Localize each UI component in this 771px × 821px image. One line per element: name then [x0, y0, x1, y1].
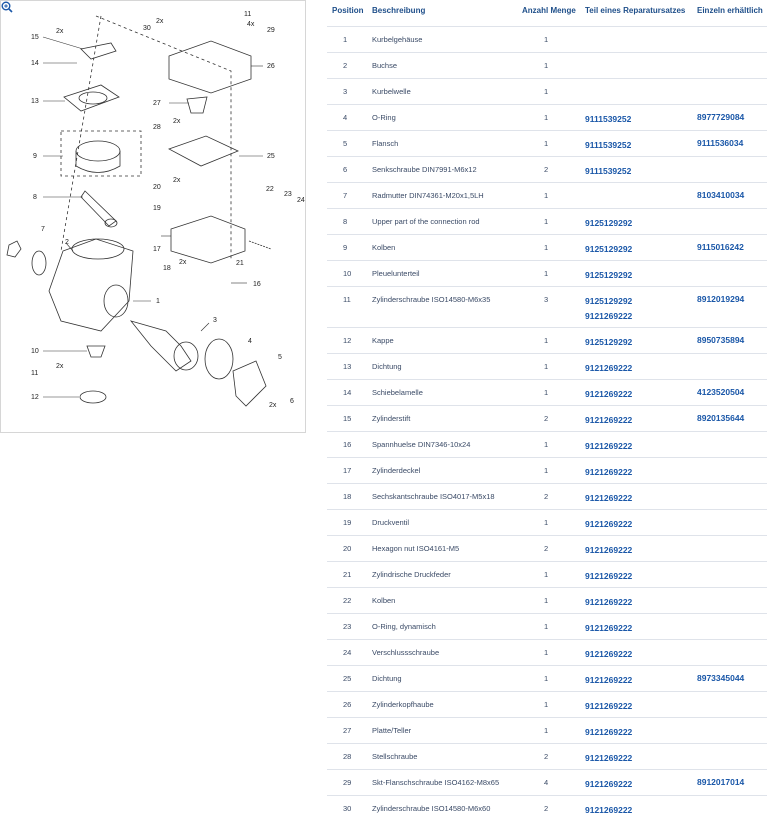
- cell-description: Buchse: [372, 53, 522, 79]
- cell-repair-kit: [585, 105, 697, 131]
- cell-repair-kit: [585, 588, 697, 614]
- repair-kit-link[interactable]: 9121269222: [585, 595, 697, 610]
- callout-8: 8: [33, 194, 37, 202]
- cell-quantity: 1: [522, 380, 585, 406]
- table-row: [327, 406, 767, 432]
- callout-12: 12: [31, 394, 39, 402]
- cell-position: 15: [327, 406, 372, 432]
- cell-quantity: 1: [522, 79, 585, 105]
- table-row: [327, 718, 767, 744]
- callout-21: 21: [236, 260, 244, 268]
- cell-single: [697, 432, 767, 458]
- cell-quantity: 4: [522, 770, 585, 796]
- callout-1: 1: [156, 298, 160, 306]
- callout-15: 15: [31, 34, 39, 42]
- table-row: [327, 354, 767, 380]
- cell-position: 6: [327, 157, 372, 183]
- cell-quantity: 2: [522, 406, 585, 432]
- cell-single: [697, 718, 767, 744]
- cell-single: [697, 536, 767, 562]
- cell-description: Kurbelwelle: [372, 79, 522, 105]
- cell-position: 26: [327, 692, 372, 718]
- repair-kit-link[interactable]: 9121269222: [585, 413, 697, 428]
- callout-3: 3: [213, 317, 217, 325]
- cell-repair-kit: [585, 354, 697, 380]
- cell-single: [697, 640, 767, 666]
- cell-description: Zylinderstift: [372, 406, 522, 432]
- cell-position: 17: [327, 458, 372, 484]
- cell-quantity: 1: [522, 27, 585, 53]
- table-row: [327, 562, 767, 588]
- cell-description: Kurbelgehäuse: [372, 27, 522, 53]
- cell-quantity: 2: [522, 536, 585, 562]
- cell-position: 1: [327, 27, 372, 53]
- cell-repair-kit: [585, 131, 697, 157]
- cell-description: Verschlussschraube: [372, 640, 522, 666]
- cell-single[interactable]: 8920135644: [697, 406, 767, 432]
- cell-single[interactable]: 4123520504: [697, 380, 767, 406]
- cell-description: Druckventil: [372, 510, 522, 536]
- cell-single: [697, 614, 767, 640]
- cell-description: Upper part of the connection rod: [372, 209, 522, 235]
- cell-description: Radmutter DIN74361-M20x1,5LH: [372, 183, 522, 209]
- cell-single[interactable]: 8977729084: [697, 105, 767, 131]
- cell-quantity: 3: [522, 287, 585, 328]
- cell-single: [697, 796, 767, 821]
- cell-single: [697, 79, 767, 105]
- cell-quantity: 1: [522, 510, 585, 536]
- exploded-view-diagram[interactable]: [0, 0, 306, 433]
- header-qty: Anzahl Menge: [522, 0, 585, 27]
- cell-repair-kit: [585, 328, 697, 354]
- cell-quantity: 1: [522, 105, 585, 131]
- repair-kit-link[interactable]: 9111539252: [585, 112, 697, 127]
- table-row: [327, 588, 767, 614]
- cell-position: 2: [327, 53, 372, 79]
- cell-description: Zylinderdeckel: [372, 458, 522, 484]
- cell-repair-kit: [585, 261, 697, 287]
- cell-description: Senkschraube DIN7991-M6x12: [372, 157, 522, 183]
- cell-position: 13: [327, 354, 372, 380]
- cell-repair-kit: [585, 536, 697, 562]
- cell-single: [697, 484, 767, 510]
- cell-quantity: 1: [522, 718, 585, 744]
- cell-repair-kit: [585, 183, 697, 209]
- repair-kit-link[interactable]: 9121269222: [585, 751, 697, 766]
- callout-5: 5: [278, 354, 282, 362]
- cell-repair-kit: [585, 796, 697, 821]
- cell-position: 9: [327, 235, 372, 261]
- repair-kit-link[interactable]: 9125129292: [585, 242, 697, 257]
- cell-quantity: 1: [522, 432, 585, 458]
- cell-quantity: 1: [522, 261, 585, 287]
- cell-description: Zylindrische Druckfeder: [372, 562, 522, 588]
- repair-kit-link[interactable]: 9125129292: [585, 216, 697, 231]
- cell-quantity: 1: [522, 209, 585, 235]
- cell-position: 23: [327, 614, 372, 640]
- callout-7: 7: [41, 226, 45, 234]
- table-row: [327, 432, 767, 458]
- callout-9: 9: [33, 153, 37, 161]
- callout-11: 11: [244, 11, 251, 19]
- callout-29: 29: [267, 27, 275, 35]
- repair-kit-link[interactable]: 9121269222: [585, 439, 697, 454]
- table-row: [327, 328, 767, 354]
- cell-single: [697, 261, 767, 287]
- cell-repair-kit: [585, 406, 697, 432]
- cell-repair-kit: [585, 53, 697, 79]
- compressor-drawing: [1, 1, 307, 434]
- cell-quantity: 1: [522, 53, 585, 79]
- cell-position: 21: [327, 562, 372, 588]
- repair-kit-link[interactable]: 9125129292: [585, 335, 697, 350]
- callout-28: 28: [153, 124, 161, 132]
- cell-description: Sechskantschraube ISO4017-M5x18: [372, 484, 522, 510]
- repair-kit-link[interactable]: 9121269222: [585, 673, 697, 688]
- cell-single[interactable]: 8950735894: [697, 328, 767, 354]
- cell-quantity: 1: [522, 692, 585, 718]
- cell-position: 8: [327, 209, 372, 235]
- table-row: [327, 692, 767, 718]
- cell-repair-kit: [585, 510, 697, 536]
- header-description: Beschreibung: [372, 0, 522, 27]
- cell-quantity: 2: [522, 796, 585, 821]
- callout-qty: 2x: [56, 28, 63, 36]
- callout-2: 2: [65, 239, 69, 247]
- cell-repair-kit: [585, 209, 697, 235]
- table-row: [327, 536, 767, 562]
- table-row: [327, 27, 767, 53]
- cell-description: Zylinderkopfhaube: [372, 692, 522, 718]
- cell-description: Kolben: [372, 235, 522, 261]
- cell-position: 28: [327, 744, 372, 770]
- cell-description: Zylinderschraube ISO14580-M6x35: [372, 287, 522, 328]
- cell-description: Schiebelamelle: [372, 380, 522, 406]
- cell-position: 30: [327, 796, 372, 821]
- table-row: [327, 744, 767, 770]
- cell-position: 18: [327, 484, 372, 510]
- callout-24: 24: [297, 197, 305, 205]
- callout-qty: 2x: [173, 177, 180, 185]
- cell-description: Kappe: [372, 328, 522, 354]
- table-row: [327, 614, 767, 640]
- cell-position: 16: [327, 432, 372, 458]
- cell-position: 27: [327, 718, 372, 744]
- cell-description: Kolben: [372, 588, 522, 614]
- repair-kit-link[interactable]: 9121269222: [585, 803, 697, 818]
- repair-kit-link[interactable]: 9125129292: [585, 268, 697, 283]
- callout-23: 23: [284, 191, 292, 199]
- cell-description: O-Ring: [372, 105, 522, 131]
- callout-qty: 2x: [173, 118, 180, 126]
- table-row: [327, 458, 767, 484]
- cell-position: 10: [327, 261, 372, 287]
- cell-quantity: 2: [522, 157, 585, 183]
- table-row: [327, 209, 767, 235]
- table-row: [327, 287, 767, 328]
- cell-repair-kit: [585, 458, 697, 484]
- cell-single[interactable]: 9111536034: [697, 131, 767, 157]
- table-row: [327, 640, 767, 666]
- callout-qty: 2x: [156, 18, 163, 26]
- table-row: [327, 484, 767, 510]
- repair-kit-link[interactable]: 9121269222: [585, 647, 697, 662]
- cell-description: Dichtung: [372, 666, 522, 692]
- callout-30: 30: [143, 25, 151, 33]
- cell-description: Platte/Teller: [372, 718, 522, 744]
- cell-repair-kit: [585, 718, 697, 744]
- repair-kit-link[interactable]: 9121269222: [585, 543, 697, 558]
- table-row: [327, 796, 767, 821]
- callout-13: 13: [31, 98, 39, 106]
- repair-kit-link[interactable]: 9121269222: [585, 491, 697, 506]
- callout-qty: 2x: [179, 259, 186, 267]
- cell-repair-kit: [585, 640, 697, 666]
- cell-single: [697, 157, 767, 183]
- cell-position: 14: [327, 380, 372, 406]
- cell-quantity: 1: [522, 131, 585, 157]
- cell-quantity: 2: [522, 744, 585, 770]
- callout-20: 20: [153, 184, 161, 192]
- cell-repair-kit: [585, 157, 697, 183]
- cell-quantity: 1: [522, 614, 585, 640]
- cell-single: [697, 209, 767, 235]
- cell-position: 12: [327, 328, 372, 354]
- cell-single[interactable]: 8912017014: [697, 770, 767, 796]
- cell-single[interactable]: 8973345044: [697, 666, 767, 692]
- cell-quantity: 1: [522, 640, 585, 666]
- repair-kit-link[interactable]: 9121269222: [585, 569, 697, 584]
- cell-position: 20: [327, 536, 372, 562]
- cell-position: 3: [327, 79, 372, 105]
- parts-table: [327, 0, 767, 821]
- table-row: [327, 770, 767, 796]
- repair-kit-link[interactable]: 9121269222: [585, 361, 697, 376]
- table-row: [327, 53, 767, 79]
- callout-qty: 4x: [247, 21, 254, 29]
- cell-single: [697, 588, 767, 614]
- cell-repair-kit: [585, 666, 697, 692]
- cell-repair-kit: [585, 27, 697, 53]
- cell-repair-kit: [585, 432, 697, 458]
- cell-single: [697, 53, 767, 79]
- cell-quantity: 1: [522, 328, 585, 354]
- table-row: [327, 261, 767, 287]
- repair-kit-link[interactable]: 9121269222: [585, 621, 697, 636]
- cell-position: 24: [327, 640, 372, 666]
- cell-single: [697, 458, 767, 484]
- cell-single: [697, 562, 767, 588]
- cell-repair-kit: [585, 484, 697, 510]
- cell-description: Hexagon nut ISO4161-M5: [372, 536, 522, 562]
- cell-position: 29: [327, 770, 372, 796]
- cell-description: Zylinderschraube ISO14580-M6x60: [372, 796, 522, 821]
- callout-25: 25: [267, 153, 275, 161]
- cell-position: 11: [327, 287, 372, 328]
- table-row: [327, 105, 767, 131]
- table-row: [327, 380, 767, 406]
- cell-single: [697, 510, 767, 536]
- cell-quantity: 2: [522, 484, 585, 510]
- cell-quantity: 1: [522, 588, 585, 614]
- table-row: [327, 157, 767, 183]
- repair-kit-link[interactable]: 9121269222: [585, 777, 697, 792]
- callout-16: 16: [253, 281, 261, 289]
- cell-description: Stellschraube: [372, 744, 522, 770]
- cell-quantity: 1: [522, 666, 585, 692]
- callout-10: 10: [31, 348, 39, 356]
- repair-kit-link[interactable]: 9111539252: [585, 138, 697, 153]
- cell-repair-kit: [585, 614, 697, 640]
- cell-quantity: 1: [522, 235, 585, 261]
- header-repair-kit: Teil eines Reparatursatzes: [585, 0, 697, 27]
- cell-position: 25: [327, 666, 372, 692]
- callout-qty: 2x: [269, 402, 276, 410]
- callout-18: 18: [163, 265, 171, 273]
- cell-repair-kit: [585, 770, 697, 796]
- cell-repair-kit: [585, 744, 697, 770]
- cell-repair-kit: [585, 235, 697, 261]
- callout-22: 22: [266, 186, 274, 194]
- cell-single: [697, 692, 767, 718]
- parts-list: [327, 0, 771, 821]
- cell-position: 5: [327, 131, 372, 157]
- repair-kit-link[interactable]: 9121269222: [585, 309, 697, 324]
- cell-quantity: 1: [522, 458, 585, 484]
- callout-6: 6: [290, 398, 294, 406]
- cell-repair-kit: [585, 287, 697, 328]
- callout-4: 4: [248, 338, 252, 346]
- cell-position: 7: [327, 183, 372, 209]
- repair-kit-link[interactable]: 9121269222: [585, 725, 697, 740]
- cell-position: 4: [327, 105, 372, 131]
- cell-position: 22: [327, 588, 372, 614]
- callout-11: 11: [31, 370, 38, 378]
- cell-quantity: 1: [522, 354, 585, 380]
- cell-repair-kit: [585, 562, 697, 588]
- table-row: [327, 183, 767, 209]
- cell-single[interactable]: 8103410034: [697, 183, 767, 209]
- repair-kit-link[interactable]: 9121269222: [585, 465, 697, 480]
- callout-27: 27: [153, 100, 161, 108]
- table-header: [327, 0, 767, 27]
- cell-single[interactable]: 9115016242: [697, 235, 767, 261]
- cell-quantity: 1: [522, 183, 585, 209]
- header-position: Position: [327, 0, 372, 27]
- cell-single[interactable]: 8912019294: [697, 287, 767, 328]
- callout-26: 26: [267, 63, 275, 71]
- table-row: [327, 131, 767, 157]
- repair-kit-link[interactable]: 9121269222: [585, 387, 697, 402]
- repair-kit-link[interactable]: 9121269222: [585, 699, 697, 714]
- zoom-in-icon[interactable]: [1, 1, 13, 13]
- cell-single: [697, 27, 767, 53]
- repair-kit-link[interactable]: 9121269222: [585, 517, 697, 532]
- cell-position: 19: [327, 510, 372, 536]
- table-row: [327, 235, 767, 261]
- cell-description: Flansch: [372, 131, 522, 157]
- table-row: [327, 666, 767, 692]
- cell-repair-kit: [585, 692, 697, 718]
- table-row: [327, 510, 767, 536]
- cell-description: Pleuelunterteil: [372, 261, 522, 287]
- cell-repair-kit: [585, 380, 697, 406]
- repair-kit-link[interactable]: 9125129292: [585, 294, 697, 309]
- table-row: [327, 79, 767, 105]
- cell-quantity: 1: [522, 562, 585, 588]
- cell-single: [697, 354, 767, 380]
- cell-repair-kit: [585, 79, 697, 105]
- callout-14: 14: [31, 60, 39, 68]
- callout-19: 19: [153, 205, 161, 213]
- callout-17: 17: [153, 246, 161, 254]
- cell-description: Skt-Flanschschraube ISO4162-M8x65: [372, 770, 522, 796]
- cell-description: O-Ring, dynamisch: [372, 614, 522, 640]
- cell-description: Spannhuelse DIN7346-10x24: [372, 432, 522, 458]
- callout-qty: 2x: [56, 363, 63, 371]
- repair-kit-link[interactable]: 9111539252: [585, 164, 697, 179]
- header-single: Einzeln erhältlich: [697, 0, 767, 27]
- cell-description: Dichtung: [372, 354, 522, 380]
- cell-single: [697, 744, 767, 770]
